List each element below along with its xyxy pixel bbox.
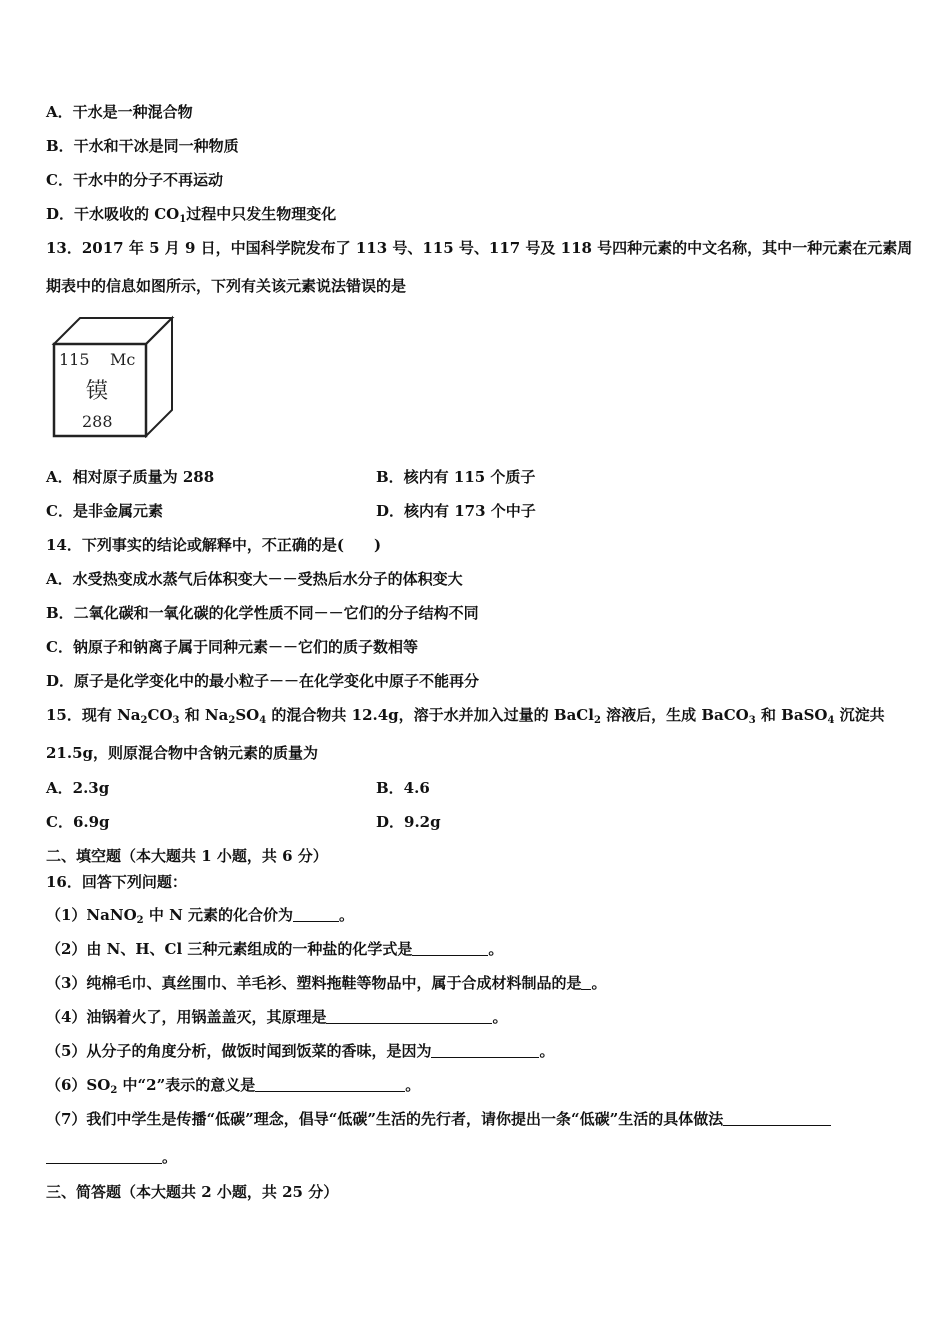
q13-option-d: D．核内有 173 个中子 [376,502,536,520]
q13-stem-line2: 期表中的信息如图所示，下列有关该元素说法错误的是 [46,277,407,295]
q15-option-d: D．9.2g [376,813,441,831]
answer-blank-2[interactable] [412,939,488,956]
q12-option-b: B．干水和干冰是同一种物质 [46,137,239,155]
q15-option-a: A．2.3g [46,779,110,797]
q12-option-c: C．干水中的分子不再运动 [46,171,223,189]
answer-blank-4[interactable] [326,1007,492,1024]
q14-stem: 14．下列事实的结论或解释中，不正确的是( ) [46,536,382,554]
q12-option-d: D．干水吸收的 $CO_1$过程中只发生物理变化 [46,205,337,225]
q16-part-6: $(6)SO_2$ 中“2”表示的意义是 。 [46,1076,421,1096]
q15-option-b: B．4.6 [376,779,430,797]
q13-stem-line1: 13．2017 年 5 月 9 日，中国科学院发布了 113 号、115 号、117 号及 118 号四种元素的中文名称，其中一种元素在元素周 [46,239,913,257]
answer-blank-5[interactable] [431,1041,539,1058]
q16-stem: 16．回答下列问题： [46,873,187,891]
answer-blank-6[interactable] [255,1075,405,1092]
element-name: 镆 [86,379,109,404]
q16-part-1: （1）NaNO$_2$ 中 N 元素的化合价为 。 [46,906,355,926]
q13-option-b: B．核内有 115 个质子 [376,468,536,486]
element-symbol: Mc [110,350,136,369]
element-cube-figure [50,314,176,438]
q12-option-a: A．干水是一种混合物 [46,103,193,121]
q16-part-4: （4）油锅着火了，用锅盖盖灭，其原理是 。 [46,1008,508,1026]
q15-stem-line2: 21.5g，则原混合物中含钠元素的质量为 [46,744,319,762]
q14-option-a: A．水受热变成水蒸气后体积变大－－受热后水分子的体积变大 [46,570,463,588]
answer-blank-3[interactable] [581,973,591,990]
section-3-heading: 三、简答题（本大题共 2 小题，共 25 分） [46,1183,339,1201]
answer-blank-7b[interactable] [46,1147,162,1164]
q16-part-3: （3）纯棉毛巾、真丝围巾、羊毛衫、塑料拖鞋等物品中，属于合成材料制品的是 。 [46,974,607,992]
element-number: 115 [59,350,90,369]
q13-option-a: A．相对原子质量为 288 [46,468,215,486]
q13-option-c: C．是非金属元素 [46,502,163,520]
element-mass: 288 [82,412,113,431]
q14-option-c: C．钠原子和钠离子属于同种元素－－它们的质子数相等 [46,638,418,656]
q15-option-c: C．6.9g [46,813,110,831]
q16-part-7: （7）我们中学生是传播“低碳”理念，倡导“低碳”生活的先行者，请你提出一条“低碳”生活的具体做法 [46,1109,831,1129]
q14-option-b: B．二氧化碳和一氧化碳的化学性质不同－－它们的分子结构不同 [46,604,479,622]
answer-blank-1[interactable] [293,905,339,922]
q16-part-2: （2）由 N、H、Cl 三种元素组成的一种盐的化学式是 。 [46,940,504,958]
q15-stem-line1: 15．现有 $Na_2CO_3$ 和 $Na_2SO_4$ 的混合物共 12.4g，溶于水并加入过量的 BaCl$_2$ 溶液后，生成 BaCO$_3$ 和 BaSO$_4$ 沉淀共 [46,706,885,726]
q16-part-5: （5）从分子的角度分析，做饭时闻到饭菜的香味，是因为 。 [46,1042,555,1060]
answer-blank-7a[interactable] [723,1109,831,1126]
q16-part-7-cont: 。 [46,1147,177,1167]
section-2-heading: 二、填空题（本大题共 1 小题，共 6 分） [46,847,328,865]
q14-option-d: D．原子是化学变化中的最小粒子－－在化学变化中原子不能再分 [46,672,480,690]
